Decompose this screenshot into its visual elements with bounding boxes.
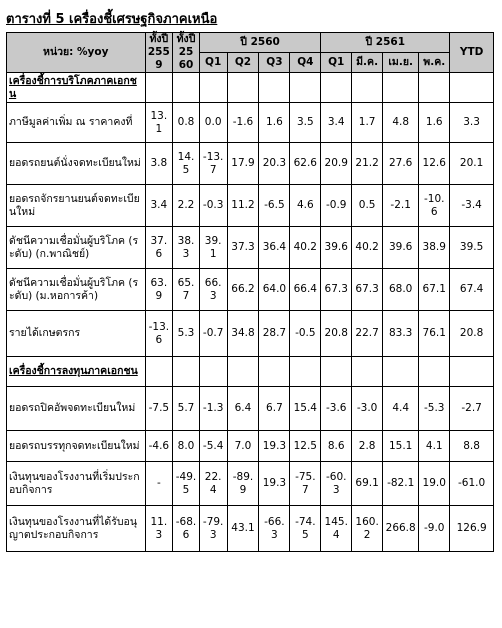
ytd-cell: 20.1 [450, 143, 494, 185]
value-cell: 67.1 [419, 269, 450, 311]
value-cell: 8.0 [173, 431, 200, 462]
row-label: รายได้เกษตรกร [7, 311, 146, 357]
empty-cell [352, 357, 383, 387]
section-header-row [7, 73, 494, 103]
table-row [7, 269, 494, 311]
table-row [7, 387, 494, 431]
ytd-cell: 8.8 [450, 431, 494, 462]
empty-cell [199, 357, 227, 387]
value-cell: -74.5 [290, 506, 321, 552]
value-cell: 6.4 [227, 387, 259, 431]
section-title: เครื่องชี้การบริโภคภาคเอกชน [7, 73, 146, 103]
value-cell: 20.8 [321, 311, 352, 357]
value-cell: 4.4 [383, 387, 419, 431]
value-cell: 39.6 [383, 227, 419, 269]
sub-header: Q1 [199, 53, 227, 73]
value-cell: 0.0 [199, 103, 227, 143]
row-label: ดัชนีความเชื่อมั่นผู้บริโภค (ระดับ) (ม.หอการค้า) [7, 269, 146, 311]
value-cell: -9.0 [419, 506, 450, 552]
table-title: ตารางที่ 5 เครื่องชี้เศรษฐกิจภาคเหนือ [6, 12, 218, 27]
row-label: เงินทุนของโรงงานที่ได้รับอนุญาตประกอบกิจการ [7, 506, 146, 552]
value-cell: 3.5 [290, 103, 321, 143]
value-cell: 0.8 [173, 103, 200, 143]
value-cell: 28.7 [259, 311, 290, 357]
empty-cell [383, 357, 419, 387]
value-cell: 63.9 [145, 269, 173, 311]
table-row [7, 506, 494, 552]
group-2560-header: ปี 2560 [199, 33, 320, 53]
value-cell: 8.6 [321, 431, 352, 462]
value-cell: -13.6 [145, 311, 173, 357]
value-cell: 38.9 [419, 227, 450, 269]
row-label: ยอดรถปิคอัพจดทะเบียนใหม่ [7, 387, 146, 431]
value-cell: 39.6 [321, 227, 352, 269]
value-cell: -3.0 [352, 387, 383, 431]
empty-cell [450, 73, 494, 103]
empty-cell [321, 357, 352, 387]
value-cell: 65.7 [173, 269, 200, 311]
value-cell: 14.5 [173, 143, 200, 185]
value-cell: -13.7 [199, 143, 227, 185]
ytd-cell: 3.3 [450, 103, 494, 143]
table-row [7, 462, 494, 506]
value-cell: -49.5 [173, 462, 200, 506]
value-cell: 266.8 [383, 506, 419, 552]
value-cell: -0.7 [199, 311, 227, 357]
ytd-cell: 126.9 [450, 506, 494, 552]
value-cell: -10.6 [419, 185, 450, 227]
value-cell: 67.3 [352, 269, 383, 311]
value-cell: 5.7 [173, 387, 200, 431]
empty-cell [199, 73, 227, 103]
row-label: เงินทุนของโรงงานที่เริ่มประกอบกิจการ [7, 462, 146, 506]
group-2561-header: ปี 2561 [321, 33, 450, 53]
row-label: ภาษีมูลค่าเพิ่ม ณ ราคาคงที่ [7, 103, 146, 143]
sub-header: Q3 [259, 53, 290, 73]
value-cell: 40.2 [352, 227, 383, 269]
value-cell: -75.7 [290, 462, 321, 506]
empty-cell [419, 357, 450, 387]
year-2560-header: ทั้งปี 2560 [173, 33, 200, 73]
empty-cell [227, 357, 259, 387]
value-cell: 19.0 [419, 462, 450, 506]
row-label: ยอดรถจักรยานยนต์จดทะเบียนใหม่ [7, 185, 146, 227]
value-cell: 11.2 [227, 185, 259, 227]
ytd-cell: -2.7 [450, 387, 494, 431]
value-cell: -2.1 [383, 185, 419, 227]
value-cell: 40.2 [290, 227, 321, 269]
value-cell: 21.2 [352, 143, 383, 185]
section-header-row [7, 357, 494, 387]
value-cell: 4.1 [419, 431, 450, 462]
sub-header: Q1 [321, 53, 352, 73]
value-cell: 15.4 [290, 387, 321, 431]
value-cell: 66.4 [290, 269, 321, 311]
row-label: ยอดรถบรรทุกจดทะเบียนใหม่ [7, 431, 146, 462]
value-cell: 36.4 [259, 227, 290, 269]
ytd-header: YTD [450, 33, 494, 73]
value-cell: 2.2 [173, 185, 200, 227]
value-cell: - [145, 462, 173, 506]
value-cell: 38.3 [173, 227, 200, 269]
value-cell: 13.1 [145, 103, 173, 143]
value-cell: -66.3 [259, 506, 290, 552]
value-cell: 37.6 [145, 227, 173, 269]
value-cell: 0.5 [352, 185, 383, 227]
value-cell: 145.4 [321, 506, 352, 552]
economic-indicators-table [6, 32, 494, 552]
value-cell: -3.6 [321, 387, 352, 431]
value-cell: 27.6 [383, 143, 419, 185]
value-cell: 1.6 [259, 103, 290, 143]
value-cell: -5.3 [419, 387, 450, 431]
ytd-cell: -3.4 [450, 185, 494, 227]
value-cell: 5.3 [173, 311, 200, 357]
value-cell: 12.5 [290, 431, 321, 462]
value-cell: 20.3 [259, 143, 290, 185]
value-cell: 19.3 [259, 431, 290, 462]
value-cell: 22.4 [199, 462, 227, 506]
empty-cell [383, 73, 419, 103]
empty-cell [450, 357, 494, 387]
value-cell: 66.2 [227, 269, 259, 311]
value-cell: -68.6 [173, 506, 200, 552]
unit-header: หน่วย: %yoy [7, 33, 146, 73]
value-cell: 3.8 [145, 143, 173, 185]
row-label: ยอดรถยนต์นั่งจดทะเบียนใหม่ [7, 143, 146, 185]
table-row [7, 227, 494, 269]
value-cell: 3.4 [321, 103, 352, 143]
empty-cell [259, 73, 290, 103]
value-cell: 12.6 [419, 143, 450, 185]
value-cell: 17.9 [227, 143, 259, 185]
ytd-cell: 39.5 [450, 227, 494, 269]
value-cell: 3.4 [145, 185, 173, 227]
value-cell: 20.9 [321, 143, 352, 185]
sub-header: มี.ค. [352, 53, 383, 73]
value-cell: 69.1 [352, 462, 383, 506]
empty-cell [173, 73, 200, 103]
sub-header: Q2 [227, 53, 259, 73]
value-cell: 6.7 [259, 387, 290, 431]
value-cell: -4.6 [145, 431, 173, 462]
value-cell: -0.9 [321, 185, 352, 227]
value-cell: -7.5 [145, 387, 173, 431]
sub-header: Q4 [290, 53, 321, 73]
value-cell: 34.8 [227, 311, 259, 357]
value-cell: 68.0 [383, 269, 419, 311]
value-cell: 39.1 [199, 227, 227, 269]
table-row [7, 311, 494, 357]
value-cell: -0.3 [199, 185, 227, 227]
table-row [7, 185, 494, 227]
table-row [7, 103, 494, 143]
ytd-cell: 67.4 [450, 269, 494, 311]
empty-cell [145, 357, 173, 387]
value-cell: 67.3 [321, 269, 352, 311]
ytd-cell: 20.8 [450, 311, 494, 357]
year-2559-header: ทั้งปี 2559 [145, 33, 173, 73]
value-cell: 62.6 [290, 143, 321, 185]
table-row [7, 431, 494, 462]
empty-cell [290, 357, 321, 387]
empty-cell [352, 73, 383, 103]
row-label: ดัชนีความเชื่อมั่นผู้บริโภค (ระดับ) (ก.พาณิชย์) [7, 227, 146, 269]
value-cell: 7.0 [227, 431, 259, 462]
value-cell: 76.1 [419, 311, 450, 357]
empty-cell [145, 73, 173, 103]
table-body [7, 73, 494, 552]
value-cell: 4.6 [290, 185, 321, 227]
empty-cell [259, 357, 290, 387]
value-cell: -5.4 [199, 431, 227, 462]
ytd-cell: -61.0 [450, 462, 494, 506]
header-row-1 [7, 33, 494, 53]
section-title: เครื่องชี้การลงทุนภาคเอกชน [7, 357, 146, 387]
value-cell: 11.3 [145, 506, 173, 552]
value-cell: -89.9 [227, 462, 259, 506]
value-cell: 19.3 [259, 462, 290, 506]
sub-header: เม.ย. [383, 53, 419, 73]
empty-cell [419, 73, 450, 103]
value-cell: -0.5 [290, 311, 321, 357]
value-cell: 4.8 [383, 103, 419, 143]
value-cell: -79.3 [199, 506, 227, 552]
value-cell: 1.7 [352, 103, 383, 143]
empty-cell [173, 357, 200, 387]
value-cell: -6.5 [259, 185, 290, 227]
empty-cell [227, 73, 259, 103]
value-cell: -1.6 [227, 103, 259, 143]
value-cell: 64.0 [259, 269, 290, 311]
value-cell: 22.7 [352, 311, 383, 357]
table-row [7, 143, 494, 185]
value-cell: 83.3 [383, 311, 419, 357]
value-cell: 66.3 [199, 269, 227, 311]
empty-cell [321, 73, 352, 103]
sub-header: พ.ค. [419, 53, 450, 73]
value-cell: 15.1 [383, 431, 419, 462]
value-cell: -60.3 [321, 462, 352, 506]
value-cell: -1.3 [199, 387, 227, 431]
value-cell: 2.8 [352, 431, 383, 462]
empty-cell [290, 73, 321, 103]
value-cell: -82.1 [383, 462, 419, 506]
value-cell: 1.6 [419, 103, 450, 143]
value-cell: 43.1 [227, 506, 259, 552]
value-cell: 37.3 [227, 227, 259, 269]
value-cell: 160.2 [352, 506, 383, 552]
